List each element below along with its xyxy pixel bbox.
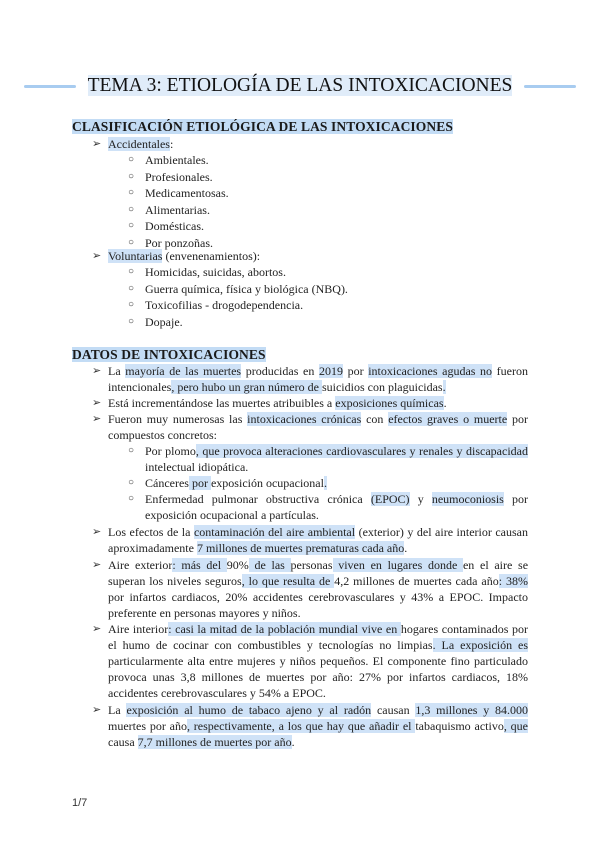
paragraph-line: [108, 395, 447, 411]
highlighted-text: intoxicaciones crónicas: [247, 412, 362, 426]
text-run: (exterior) y del aire interior causan: [355, 525, 528, 539]
paragraph-line: [108, 573, 528, 589]
highlighted-text: , que: [503, 719, 528, 733]
paragraph-line: [108, 702, 528, 718]
text-run: el humo de cocinar con combustibles y tecnologías no limpias: [108, 638, 433, 652]
text-run: 4,2 millones de muertes cada año: [334, 574, 499, 588]
text-run: Enfermedad pulmonar obstructiva crónica: [145, 492, 371, 506]
circle-bullet-icon: ○: [128, 493, 135, 504]
highlighted-text: .: [442, 380, 446, 394]
highlighted-text: de las: [248, 558, 291, 572]
highlighted-text: viven en lugares donde: [332, 558, 463, 572]
highlighted-text: (EPOC): [370, 492, 410, 506]
text-run: con: [361, 412, 389, 426]
text-run: personas: [290, 558, 333, 572]
highlighted-text: efectos graves o muerte: [388, 412, 508, 426]
paragraph-line: compuestos concretos:: [108, 428, 217, 442]
list-item: Dopaje.: [145, 314, 183, 329]
text-run: La: [108, 364, 126, 378]
list-item: Homicidas, suicidas, abortos.: [145, 265, 286, 279]
highlighted-text: contaminación del aire ambiental: [193, 525, 356, 539]
title-block: [24, 72, 576, 100]
paragraph-line: [108, 557, 528, 573]
circle-bullet-icon: ○: [128, 445, 135, 456]
paragraph-line: provoca unas 3,8 millones de muertes por año: 27% por infartos cardiacos, 18%: [108, 670, 528, 684]
list-item: Alimentarias.: [145, 202, 210, 217]
text-run: fueron: [492, 364, 528, 378]
text-run: aproximadamente: [108, 541, 197, 555]
text-run: (envenenamientos):: [162, 249, 261, 263]
list-item-accidentales: [108, 136, 173, 152]
text-run: Aire interior: [108, 622, 169, 636]
circle-bullet-icon: ○: [128, 203, 135, 215]
text-run: causan: [371, 703, 416, 717]
text-run: causa: [108, 735, 138, 749]
highlighted-text: 2019: [318, 364, 343, 378]
circle-bullet-icon: ○: [128, 236, 135, 248]
paragraph-line: [108, 379, 446, 395]
list-item: Profesionales.: [145, 169, 213, 184]
highlighted-text: , que provoca alteraciones cardiovasculares y renales y discapacidad: [195, 444, 528, 458]
text-run: .: [404, 541, 408, 555]
text-run: por: [342, 364, 369, 378]
highlighted-text: , lo que resulta de: [241, 574, 335, 588]
paragraph-line: por infartos cardiacos, 20% accidentes cerebrovasculares y 43% a EPOC. Impacto: [108, 590, 528, 604]
arrow-bullet-icon: ➢: [92, 365, 102, 377]
text-run: Fueron muy numerosas las: [108, 412, 248, 426]
text-run: exposición ocupacional: [210, 476, 324, 490]
paragraph-line: [108, 734, 295, 750]
text-run: .: [291, 735, 295, 749]
arrow-bullet-icon: ➢: [92, 623, 102, 635]
text-run: y: [409, 492, 432, 506]
highlighted-text: : casi la mitad de la población mundial vive en: [168, 622, 401, 636]
list-item: Medicamentosas.: [145, 186, 229, 200]
paragraph-line: particularmente alta entre mujeres y niños pequeños. El componente fino particulado: [108, 654, 528, 668]
text-run: Aire exterior: [108, 558, 173, 572]
text-run: Está incrementándose las muertes atribuibles a: [108, 396, 336, 410]
text-run: Los efectos de la: [108, 525, 194, 539]
highlighted-text: 1,3 millones y 84.000: [415, 703, 529, 717]
paragraph-line: [108, 637, 528, 653]
circle-bullet-icon: ○: [128, 170, 135, 182]
highlighted-text: : 38%: [498, 574, 528, 588]
text-run: hogares contaminados por: [400, 622, 528, 636]
paragraph-line: [108, 718, 528, 734]
highlighted-text: exposición al humo de tabaco ajeno y al radón: [126, 703, 372, 717]
arrow-bullet-icon: ➢: [92, 704, 102, 716]
highlighted-text: 7,7 millones de muertes por año: [137, 735, 292, 749]
list-item-voluntarias: [108, 248, 260, 264]
paragraph-line: [145, 443, 528, 459]
arrow-bullet-icon: ➢: [92, 250, 102, 262]
list-item: Toxicofilias - drogodependencia.: [145, 298, 304, 312]
text-run: por: [503, 492, 529, 506]
circle-bullet-icon: ○: [128, 315, 135, 327]
list-item: Domésticas.: [145, 219, 204, 233]
circle-bullet-icon: ○: [128, 282, 135, 294]
text-run: 90%: [226, 558, 249, 572]
text-run: muertes por año: [108, 719, 187, 733]
highlighted-text: : más del: [172, 558, 227, 572]
section-heading-datos: DATOS DE INTOXICACIONES: [72, 347, 266, 362]
highlighted-text: intoxicaciones agudas no: [368, 364, 493, 378]
paragraph-line: [108, 621, 528, 637]
highlighted-text: , pero hubo un gran número de: [171, 380, 322, 394]
section-heading-clasificacion: CLASIFICACIÓN ETIOLÓGICA DE LAS INTOXICACIONES: [72, 119, 453, 134]
circle-bullet-icon: ○: [128, 187, 135, 198]
text-run: Por plomo: [145, 444, 196, 458]
arrow-bullet-icon: ➢: [92, 559, 102, 571]
text-run: superan los niveles seguros: [108, 574, 242, 588]
circle-bullet-icon: ○: [128, 154, 135, 165]
highlighted-text: mayoría de las muertes: [125, 364, 242, 378]
highlighted-text: 7 millones de muertes prematuras cada año: [196, 541, 405, 555]
circle-bullet-icon: ○: [128, 299, 135, 310]
title-rule-right: [524, 85, 576, 88]
list-item: Ambientales.: [145, 153, 209, 167]
highlighted-text: exposiciones químicas: [335, 396, 444, 410]
circle-bullet-icon: ○: [128, 477, 135, 488]
highlighted-text: Voluntarias: [108, 249, 163, 263]
page-number: 1/7: [72, 797, 88, 809]
arrow-bullet-icon: ➢: [92, 397, 102, 409]
paragraph-line: preferente en personas mayores y niños.: [108, 606, 301, 620]
text-run: producidas en: [241, 364, 319, 378]
text-run: tabaquismo activo: [415, 719, 504, 733]
text-run: suicidios con plaguicidas: [321, 380, 443, 394]
highlighted-text: , respectivamente, a los que hay que añadir el: [186, 719, 416, 733]
arrow-bullet-icon: ➢: [92, 138, 102, 150]
paragraph-line: exposición ocupacional a partículas.: [145, 508, 319, 522]
paragraph-line: [145, 491, 528, 507]
arrow-bullet-icon: ➢: [92, 413, 102, 425]
arrow-bullet-icon: ➢: [92, 526, 102, 538]
highlighted-text: .: [323, 476, 327, 490]
highlighted-text: Accidentales: [108, 137, 170, 151]
text-run: .: [443, 396, 447, 410]
paragraph-line: accidentes cerebrovasculares y 54% a EPOC.: [108, 686, 326, 700]
circle-bullet-icon: ○: [128, 220, 135, 231]
paragraph-line: [108, 411, 528, 427]
list-item: Por ponzoñas.: [145, 235, 213, 250]
title-rule-left: [24, 85, 76, 88]
paragraph-line: [108, 540, 407, 556]
paragraph-line: [108, 524, 528, 540]
highlighted-text: neumoconiosis: [431, 492, 504, 506]
highlighted-text: . La exposición es: [432, 638, 528, 652]
paragraph-line: intelectual idiopática.: [145, 460, 249, 474]
page-title: TEMA 3: ETIOLOGÍA DE LAS INTOXICACIONES: [87, 75, 513, 96]
text-run: en el aire se: [462, 558, 529, 572]
text-run: intencionales: [108, 380, 172, 394]
paragraph-line: [145, 475, 327, 491]
list-item: Guerra química, física y biológica (NBQ).: [145, 281, 348, 296]
circle-bullet-icon: ○: [128, 266, 135, 277]
text-run: La: [108, 703, 127, 717]
text-run: Cánceres: [145, 476, 189, 490]
paragraph-line: [108, 363, 528, 379]
highlighted-text: por: [188, 476, 211, 490]
text-run: por: [507, 412, 528, 426]
text-run: :: [169, 137, 174, 151]
